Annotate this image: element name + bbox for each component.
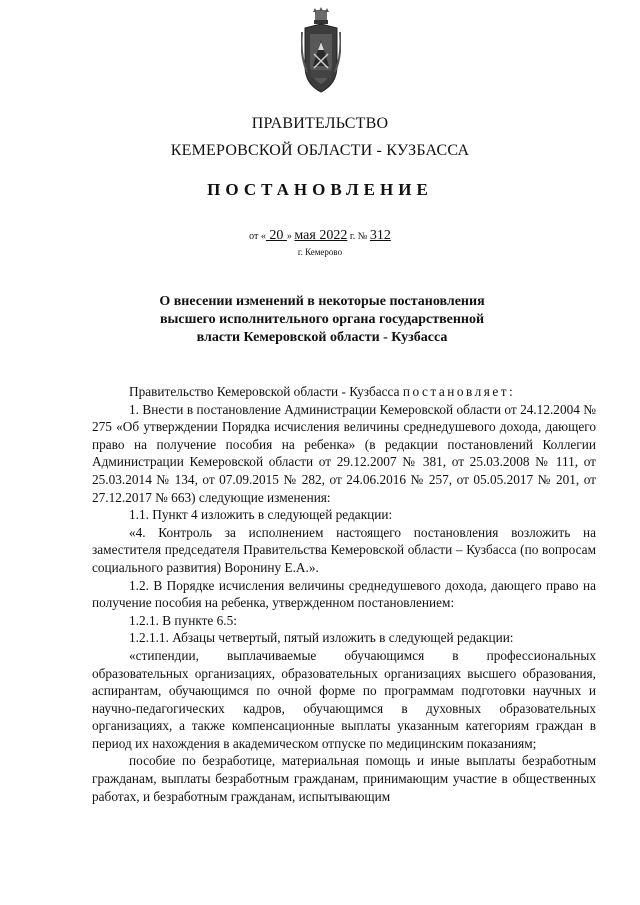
paragraph-1-2-1: 1.2.1. В пункте 6.5:	[129, 612, 237, 628]
coat-of-arms-icon	[301, 6, 341, 94]
paragraph-1: 1. Внести в постановление Администрации Кемеровской области от 24.12.2004 № 275 «Об утверждении Порядка исчисления величины среднедушевого дохода, дающего право на получение пособия на ребенка» (в редакции постановлений Коллегии Администрации Кемеровской области от 29.12.2007 № 381, от 25.03.2008 № 111, от 25.03.2014 № 134, от 07.09.2015 № 282, от 24.06.2016 № 257, от 05.05.2017 № 201, от 27.12.2017 № 663) следующие изменения:	[92, 401, 596, 505]
paragraph-quote-4: «4. Контроль за исполнением настоящего постановления возложить на заместителя председателя Правительства Кемеровской области – Кузбасса (по вопросам социального развития) Воронину Е.А.».	[92, 524, 596, 575]
subject-line3: власти Кемеровской области - Кузбасса	[196, 330, 448, 345]
date-sep: »	[286, 231, 295, 242]
date-month-year: мая 2022	[294, 228, 348, 243]
preamble-text: Правительство Кемеровской области - Кузбасса	[129, 384, 403, 399]
paragraph-1-1: 1.1. Пункт 4 изложить в следующей редакции:	[129, 507, 393, 523]
subject-line2: высшего исполнительного органа государственной	[159, 312, 485, 327]
document-number: 312	[369, 228, 391, 243]
resolves-word: постановляет:	[402, 384, 516, 399]
paragraph-1-2-1-1: 1.2.1.1. Абзацы четвертый, пятый изложить в следующей редакции:	[129, 630, 514, 646]
subject-line1: О внесении изменений в некоторые постановления	[159, 294, 485, 309]
government-name-line2: КЕМЕРОВСКОЙ ОБЛАСТИ - КУЗБАССА	[170, 142, 470, 159]
year-suffix: г. №	[347, 231, 370, 242]
document-type-title: ПОСТАНОВЛЕНИЕ	[207, 180, 433, 199]
paragraph-1-2: 1.2. В Порядке исчисления величины среднедушевого дохода, дающего право на получение пособия на ребенка, утвержденном постановлением:	[92, 577, 596, 611]
paragraph-stipends: «стипендии, выплачиваемые обучающимся в профессиональных образовательных организациях, образовательных организациях высшего образования, аспирантам, обучающимся по очной форме по программам подготовки научных и научно-педагогических кадров, обучающимся в духовных образовательных организациях, а также компенсационные выплаты указанным категориям граждан в период их нахождения в академическом отпуске по медицинским показаниям;	[92, 647, 596, 751]
paragraph-unemployment: пособие по безработице, материальная помощь и иные выплаты безработным гражданам, выплаты безработным гражданам, принимающим участие в общественных работах, и безработным гражданам, испытывающим	[92, 753, 596, 804]
preamble-paragraph	[92, 383, 596, 401]
document-body	[92, 383, 596, 805]
government-name-line1: ПРАВИТЕЛЬСТВО	[251, 115, 389, 132]
date-prefix: от «	[249, 231, 266, 242]
document-city: г. Кемерово	[297, 247, 343, 257]
date-day: 20	[265, 228, 287, 243]
document-subject	[140, 293, 504, 347]
document-date-number	[0, 228, 640, 244]
